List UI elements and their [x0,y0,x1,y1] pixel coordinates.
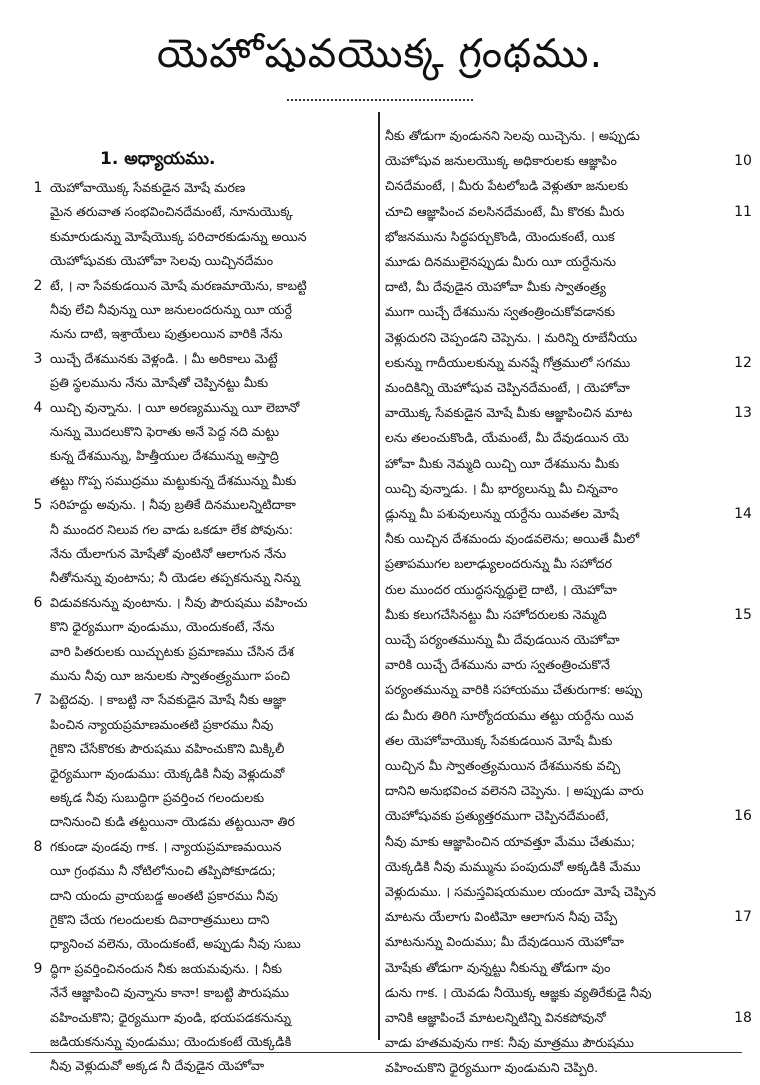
verse-number: 3 [33,350,43,367]
text-line [385,400,752,426]
line-text: తల యెహోవాయొక్క సేవకుడయిన మోషే మీకు [385,732,613,748]
text-line [385,350,752,376]
line-text: వారికి యిచ్చే దేశమును వారు స్వతంత్రించుకొనే [385,657,611,673]
verse-number: 8 [33,838,43,855]
line-text: డు మీరు తిరిగి సూర్యోదయము తట్టు యర్దేను యివ [385,707,634,723]
line-text: వెళ్లుదుము. । సమస్తవిషయముల యందూ మోషే చెప్పిన [385,884,656,899]
text-line [34,321,374,347]
line-text: మోషేకు తోడుగా వున్నట్టు నీకున్ను తోడుగా వుం [385,959,611,975]
verse-number: 15 [734,606,752,623]
line-text: నేనే ఆజ్ఞాపించి వున్నాను కానా! కాబట్టి పౌరుషము [50,985,290,1001]
bottom-divider [30,1052,742,1053]
line-text: యిచ్చిన మీ స్వాతంత్ర్యమయిన దేశమునకు వచ్చి [385,758,621,773]
line-text: దానినుంచి కుడి తట్టయినా యెడమ తట్టయినా తిర [50,814,295,830]
line-text: డును గాక. । యెవడు నీయొక్క ఆజ్ఞకు వ్యతిరేకుడై నీవు [385,984,652,1000]
line-text: మాటనున్ను విందుము; మీ దేవుడయిన యెహోవా [385,934,624,950]
line-text: పెట్టెదవు. । కాబట్టి నా సేవకుడైన మోషే నీకు ఆజ్ఞా [50,692,287,708]
text-line [385,904,752,930]
text-line [385,173,735,199]
verse-number: 16 [734,808,752,825]
line-text: వాయొక్క సేవకుడైన మోషే మీకు ఆజ్ఞాపించిన మాట [385,405,633,421]
text-line [34,712,374,738]
verse-number: 11 [734,203,752,220]
line-text: యీ గ్రంథము నీ నోటిలోనుంచి తప్పిపోకూడదు; [50,863,276,879]
verse-number: 9 [33,960,43,977]
line-text: మీకు కలుగచేసినట్టు మీ సహోదరులకు నెమ్మది [385,606,607,622]
text-line [385,476,735,502]
line-text: ద్ధిగా ప్రవర్తించినందున నీకు జయమవును. । నీకు [50,960,283,976]
line-text: యెక్కడికి నీవు మమ్మును పంపుదువో అక్కడికి మేము [385,858,641,874]
chapter-heading: 1. అధ్యాయము. [100,149,216,169]
line-text: చినదేమంటే, । మీరు పేటలోబడి వెళ్లుతూ జనులకు [385,178,629,194]
text-line [34,1005,374,1031]
verse-number: 6 [33,594,43,611]
text-line [385,929,735,955]
line-text: యిచ్చే పర్యంతమున్ను మీ దేవుడయిన యెహోవా [385,632,620,647]
text-line [385,602,752,628]
text-line [385,451,735,477]
title-divider [287,99,473,101]
line-text: చూచి ఆజ్ఞాపించ వలసినదేమంటే, మీ కొరకు మీరు [385,203,625,219]
verse-number: 12 [734,354,752,371]
verse-number: 14 [734,506,752,522]
text-line [385,652,735,678]
line-text: గైకొని చేసేకొరకు పౌరుషము వహించుకొని మిక్కిలీ [50,741,285,757]
line-text: నీ ముందర నిలువ గల వాడు ఒకడూ లేక పోవును: [50,521,293,537]
verse-number: 7 [33,692,43,709]
line-text: నీవు లేచి నీవున్ను యీ జనులందరున్ను యీ యర్దే [50,302,292,317]
text-line [34,273,374,299]
line-text: ధ్యానించ వలెను, యెందుకంటే, అప్పుడు నీవు సుబు [50,936,301,952]
verse-number: 17 [734,909,752,926]
text-line [385,526,735,552]
text-line [34,297,374,323]
line-text: భోజనమును సిద్ధపర్చుకొండి, యెందుకంటే, యిక [385,228,615,244]
line-text: ప్రతాపముగల బలాఢ్యులందరున్ను మీ సహోదర [385,556,612,572]
line-text: యెహోవాయొక్క సేవకుడైన మోషే మరణ [50,180,246,195]
text-line [34,492,374,518]
text-line [385,728,735,754]
text-line [34,956,374,982]
text-line [385,753,735,779]
verse-number: 4 [33,399,43,416]
line-text: ధైర్యముగా వుండుము: యెక్కడికి నీవు వెళ్లుదువో [50,765,285,781]
line-text: కొని ధైర్యముగా వుండుము, యెందుకంటే, నేను [50,619,275,635]
line-text: దాని యందు వ్రాయబడ్డ అంతటి ప్రకారము నీవు [50,887,278,903]
line-text: ప్రతి స్థలమును నేను మోషేతో చెప్పినట్టు మీకు [50,375,269,391]
line-text: వారి పితరులకు యిచ్చుటకు ప్రమాణము చేసిన దేశ [50,643,294,659]
text-line [385,677,735,703]
line-text: దానిని అనుభవించ వలెనని చెప్పెను. । అప్పుడు వారు [385,783,644,799]
text-line [385,1005,752,1031]
text-line [34,663,374,689]
verse-number: 13 [734,405,752,422]
line-text: కుమారుడున్ను మోషేయొక్క పరిచారకుడున్ను అయిన [50,228,307,244]
verse-number: 2 [33,277,43,294]
verse-number: 18 [734,1010,752,1026]
text-line [385,803,752,829]
text-line [385,224,735,250]
text-line [34,248,374,274]
line-text: నీకు తోడుగా వుండునని సెలవు యిచ్చెను. । అప్పుడు [385,128,640,143]
text-line [385,148,752,174]
text-line [34,517,374,543]
line-text: నున్ను మొదలుకొని ఫెరాతు అనే పెద్ద నది మట్టు [50,424,280,439]
line-text: హోవా మీకు నెమ్మది యిచ్చి యీ దేశమును మీకు [385,455,620,471]
line-text: విడువకనున్ను వుంటాను. । నీవు పౌరుషము వహించు [50,594,308,610]
text-line [385,829,735,855]
text-line [385,501,752,527]
text-line [385,955,735,981]
line-text: రుల ముందర యుద్ధసన్నద్ధులై దాటి, । యెహోవా [385,581,617,597]
text-line [385,123,735,149]
text-line [385,879,735,905]
text-line [34,395,374,421]
text-line [385,1055,735,1081]
line-text: యెహోషువకు ప్రత్యుత్తరముగా చెప్పినదేమంటే, [385,808,610,824]
line-text: యిచ్చి వున్నాను. । యీ అరణ్యమున్ను యీ లెబానో [50,399,300,415]
text-line [34,809,374,835]
line-text: నీవు మాకు ఆజ్ఞాపించిన యావత్తూ మేము చేతుము; [385,833,636,849]
verse-number: 1 [33,180,43,196]
text-line [385,249,735,275]
text-line [34,565,374,591]
verse-number: 10 [734,153,752,170]
text-line [385,703,735,729]
line-text: వెళ్లుదురని చెప్పండని చెప్పెను. । మరిన్ని రూబేనీయు [385,329,638,345]
text-line [34,858,374,884]
text-line [385,274,735,300]
line-text: లను తలంచుకొండి, యేమంటే, మీ దేవుడయిన యె [385,430,629,446]
text-line [385,325,735,351]
line-text: లకున్ను గాదీయులకున్ను మనష్షే గోత్రములో సగము [385,354,631,370]
line-text: ముగా యిచ్చే దేశమును స్వతంత్రించుకోవడానకు [385,304,616,320]
text-line [34,907,374,933]
line-text: మైన తరువాత సంభవించినదేమంటే, నూనుయొక్క [50,204,293,220]
text-line [34,541,374,567]
text-line [34,175,374,201]
text-line [385,980,735,1006]
text-line [34,639,374,665]
text-line [34,931,374,957]
line-text: దాటి, మీ దేవుడైన యెహోవా మీకు స్వాతంత్ర్య [385,279,606,295]
text-line [385,425,735,451]
text-line [385,627,735,653]
page-title: యెహోషువయొక్క గ్రంథము. [156,31,604,77]
line-text: మందికిన్ని యెహోషువ చెప్పినదేమంటే, । యెహోవా [385,380,630,395]
line-text: నును దాటి, ఇశ్రాయేలు పుత్రులయిన వారికి నేను [50,326,283,342]
line-text: యెహోషువ జనులయొక్క అధికారులకు ఆజ్ఞాపిం [385,153,617,169]
line-text: జడియకనున్ను వుండుము; యెందుకంటే యెక్కడికి [50,1034,292,1049]
line-text: పించిన న్యాయప్రమాణమంతటి ప్రకారము నీవు [50,716,274,732]
text-line [34,614,374,640]
line-text: సరిహద్దు అవును. । నీవు బ్రతికే దినములన్నిటిదాకా [50,497,296,513]
text-line [385,577,735,603]
line-text: పర్యంతమున్ను వారికి సహాయము చేతురుగాక: అప్పు [385,682,643,698]
line-text: వహించుకొని ధైర్యముగా వుండుమని చెప్పిరి. [385,1060,599,1076]
text-line [34,199,374,225]
line-text: మూడు దినములైనప్పుడు మీరు యీ యర్దేనును [385,254,616,269]
line-text: డ్లున్ను మీ పశువులున్ను యర్దేను యివతల మోషే [385,506,619,521]
line-text: నేను యేలాగున మోషేతో వుంటినో ఆలాగున నేను [50,546,287,561]
text-line [34,883,374,909]
text-line [385,199,752,225]
line-text: టే, । నా సేవకుడయిన మోషే మరణమాయెను, కాబట్టి [50,277,307,293]
text-line [385,299,735,325]
text-line [34,224,374,250]
text-line [34,834,374,860]
line-text: వహించుకొని; ధైర్యముగా వుండి, భయపడకనున్ను [50,1009,292,1025]
text-line [34,468,374,494]
text-line [34,419,374,445]
line-text: యెహోషువకు యెహోవా సెలవు యిచ్చినదేమం [50,253,274,269]
line-text: యిచ్చే దేశమునకు వెళ్లండి. । మీ అరికాలు మెట్టే [50,350,278,366]
line-text: మాటను యేలాగు వింటిమో ఆలాగున నీవు చెప్పే [385,909,618,925]
text-line [385,854,735,880]
line-text: నీకు యిచ్చిన దేశమందు వుండవలెను; అయితే మీలో [385,531,640,547]
text-line [34,346,374,372]
line-text: గకుండా వుండవు గాక. । న్యాయప్రమాణమయిన [50,838,282,854]
line-text: కున్న దేశమున్ను, హిత్తీయుల దేశమున్ను అస్తాద్రి [50,448,279,464]
text-line [385,551,735,577]
text-line [34,370,374,396]
verse-number: 5 [33,497,43,514]
line-text: మును నీవు యీ జనులకు స్వాతంత్ర్యముగా పంచి [50,668,291,683]
text-line [34,1053,374,1079]
line-text: యిచ్చి వున్నాడు. । మీ భార్యలున్ను మీ చిన్నవాం [385,480,618,496]
text-line [385,778,735,804]
line-text: అక్కడ నీవు సుబుద్ధిగా ప్రవర్తించ గలందులకు [50,790,265,805]
line-text: గైకొని చేయ గలందులకు దివారాత్రములు దాని [50,912,270,927]
line-text: తట్టు గొప్ప సముద్రము మట్టుకున్న దేశమున్ను మీకు [50,472,297,488]
text-line [34,785,374,811]
text-line [34,590,374,616]
text-line [34,761,374,787]
text-line [34,736,374,762]
line-text: నీవు వెళ్లుదువో అక్కడ నీ దేవుడైన యెహోవా [50,1058,265,1074]
text-line [385,375,735,401]
column-divider [378,112,380,1040]
text-line [34,443,374,469]
text-line [34,980,374,1006]
line-text: వానికి ఆజ్ఞాపించే మాటలన్నిటిన్ని వినకపోవునో [385,1010,606,1025]
line-text: వాడు హతమవును గాక: నీవు మాత్రము పౌరుషము [385,1035,634,1051]
line-text: నీతోనున్ను వుంటాను; నీ యెడల తప్పకనున్ను నిన్ను [50,570,301,586]
text-line [34,687,374,713]
